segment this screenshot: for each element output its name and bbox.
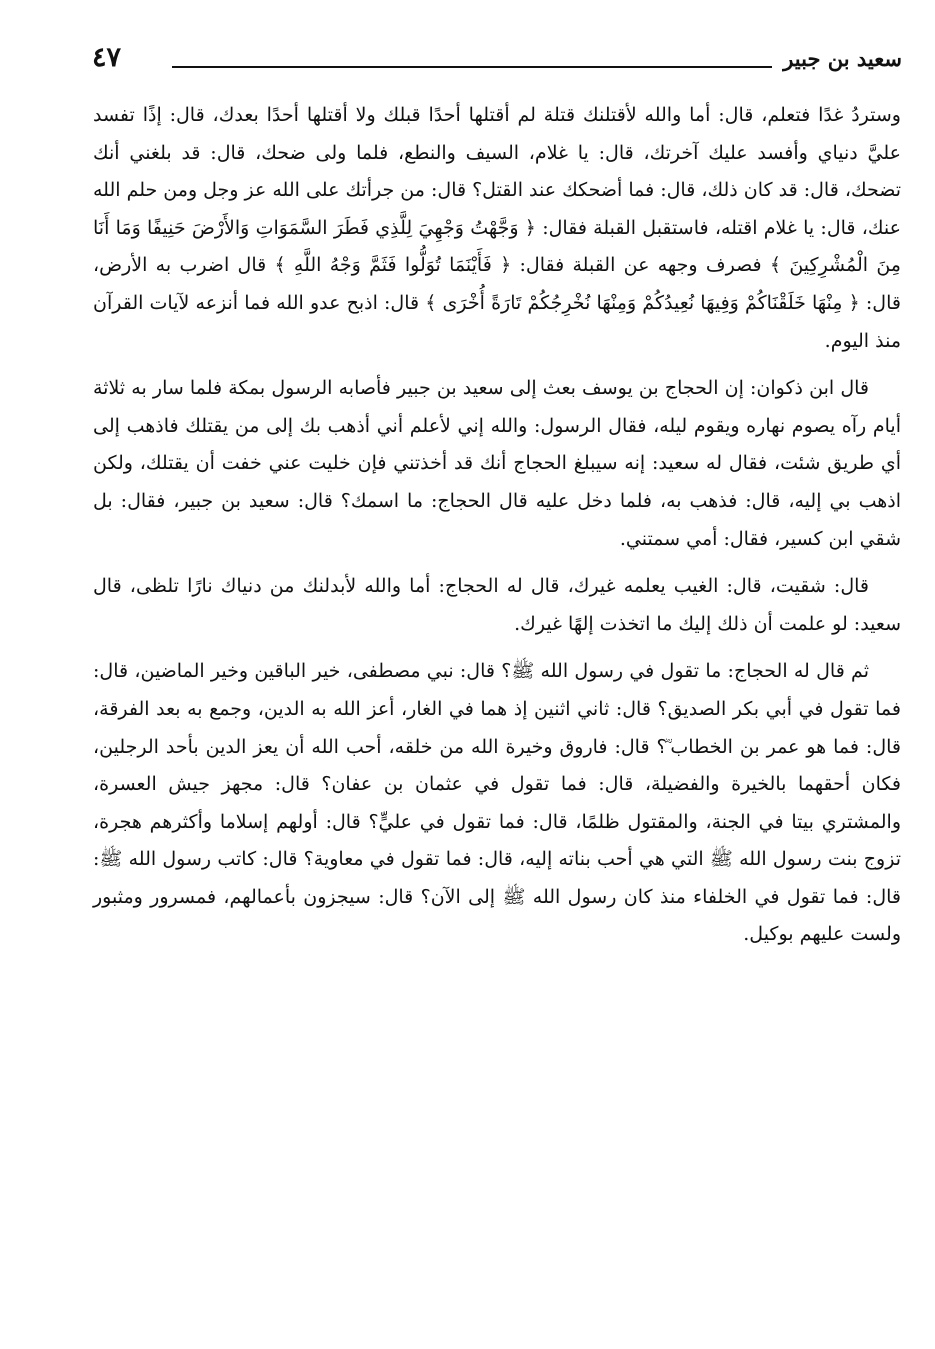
paragraph-4: ثم قال له الحجاج: ما تقول في رسول الله ﷺ؟ قال: نبي مصطفى، خير الباقين وخير الماضين، قال: فما تقول في أبي بكر الصديق؟ قال: ثاني اثنين إذ هما في الغار، أعز الله به الدين، وجمع به بعد الفرقة، قال: فما هو عمر بن الخطاب ؓ؟ قال: فاروق وخيرة الله من خلقه، أحب الله أن يعز الدين بأحد الرجلين، فكان أحقهما بالخيرة والفضيلة، قال: فما تقول في عثمان بن عفان؟ قال: مجهز جيش العسرة، والمشتري بيتا في الجنة، والمقتول ظلمًا، قال: فما تقول في عليٍّ؟ قال: أولهم إسلاما وأكثرهم هجرة، تزوج بنت رسول الله ﷺ التي هي أحب بناته إليه، قال: فما تقول في معاوية؟ قال: كاتب رسول الله ﷺ: قال: فما تقول في الخلفاء منذ كان رسول الله ﷺ إلى الآن؟ قال: سيجزون بأعمالهم، فمسرور ومثبور ولست عليهم بوكيل. [93,660,901,946]
paragraph-1: وستردُ غدًا فتعلم، قال: أما والله لأقتلنك قتلة لم أقتلها أحدًا قبلك ولا أقتلها أحدًا بعدك، قال: إذًا تفسد عليَّ دنياي وأفسد عليك آخرتك، قال: يا غلام، السيف والنطع، فلما ولى ضحك، قال: قد بلغني أنك تضحك، قال: قد كان ذلك، قال: فما أضحكك عند القتل؟ قال: من جرأتك على الله عز وجل ومن حلم الله عنك، قال: يا غلام اقتله، فاستقبل القبلة فقال: ﴿ وَجَّهْتُ وَجْهِيَ لِلَّذِي فَطَرَ السَّمَوَاتِ وَالأَرْضَ حَنِيفًا وَمَا أَنَا مِنَ الْمُشْرِكِينَ ﴾ فصرف وجهه عن القبلة فقال: ﴿ فَأَيْنَمَا تُوَلُّوا فَثَمَّ وَجْهُ اللَّهِ ﴾ قال اضرب به الأرض، قال: ﴿ مِنْهَا خَلَقْنَاكُمْ وَفِيهَا نُعِيدُكُمْ وَمِنْهَا نُخْرِجُكُمْ تَارَةً أُخْرَى ﴾ قال: اذبح عدو الله فما أنزعه لآيات القرآن منذ اليوم. [93,104,901,352]
body-text [93,97,901,964]
page-header [92,42,902,86]
header-rule [172,66,772,68]
running-title: سعيد بن جبير [783,46,902,71]
page-number: ٤٧ [92,42,122,73]
paragraph-3: قال: شقيت، قال: الغيب يعلمه غيرك، قال له الحجاج: أما والله لأبدلنك من دنياك نارًا تلظى، قال سعيد: لو علمت أن ذلك إليك ما اتخذت إلهًا غيرك. [93,575,901,635]
paragraph-2: قال ابن ذكوان: إن الحجاج بن يوسف بعث إلى سعيد بن جبير فأصابه الرسول بمكة فلما سار به ثلاثة أيام رآه يصوم نهاره ويقوم ليله، فقال الرسول: والله إني لأعلم أني أذهب بك إلى من يقتلك فاذهب إلى أي طريق شئت، فقال له سعيد: إنه سيبلغ الحجاج أنك قد أخذتني فإن خليت عني خفت أن يقتلك، ولكن اذهب بي إليه، قال: فذهب به، فلما دخل عليه قال الحجاج: ما اسمك؟ قال: سعيد بن جبير، فقال: بل شقي ابن كسير، فقال: أمي سمتني. [93,377,901,550]
